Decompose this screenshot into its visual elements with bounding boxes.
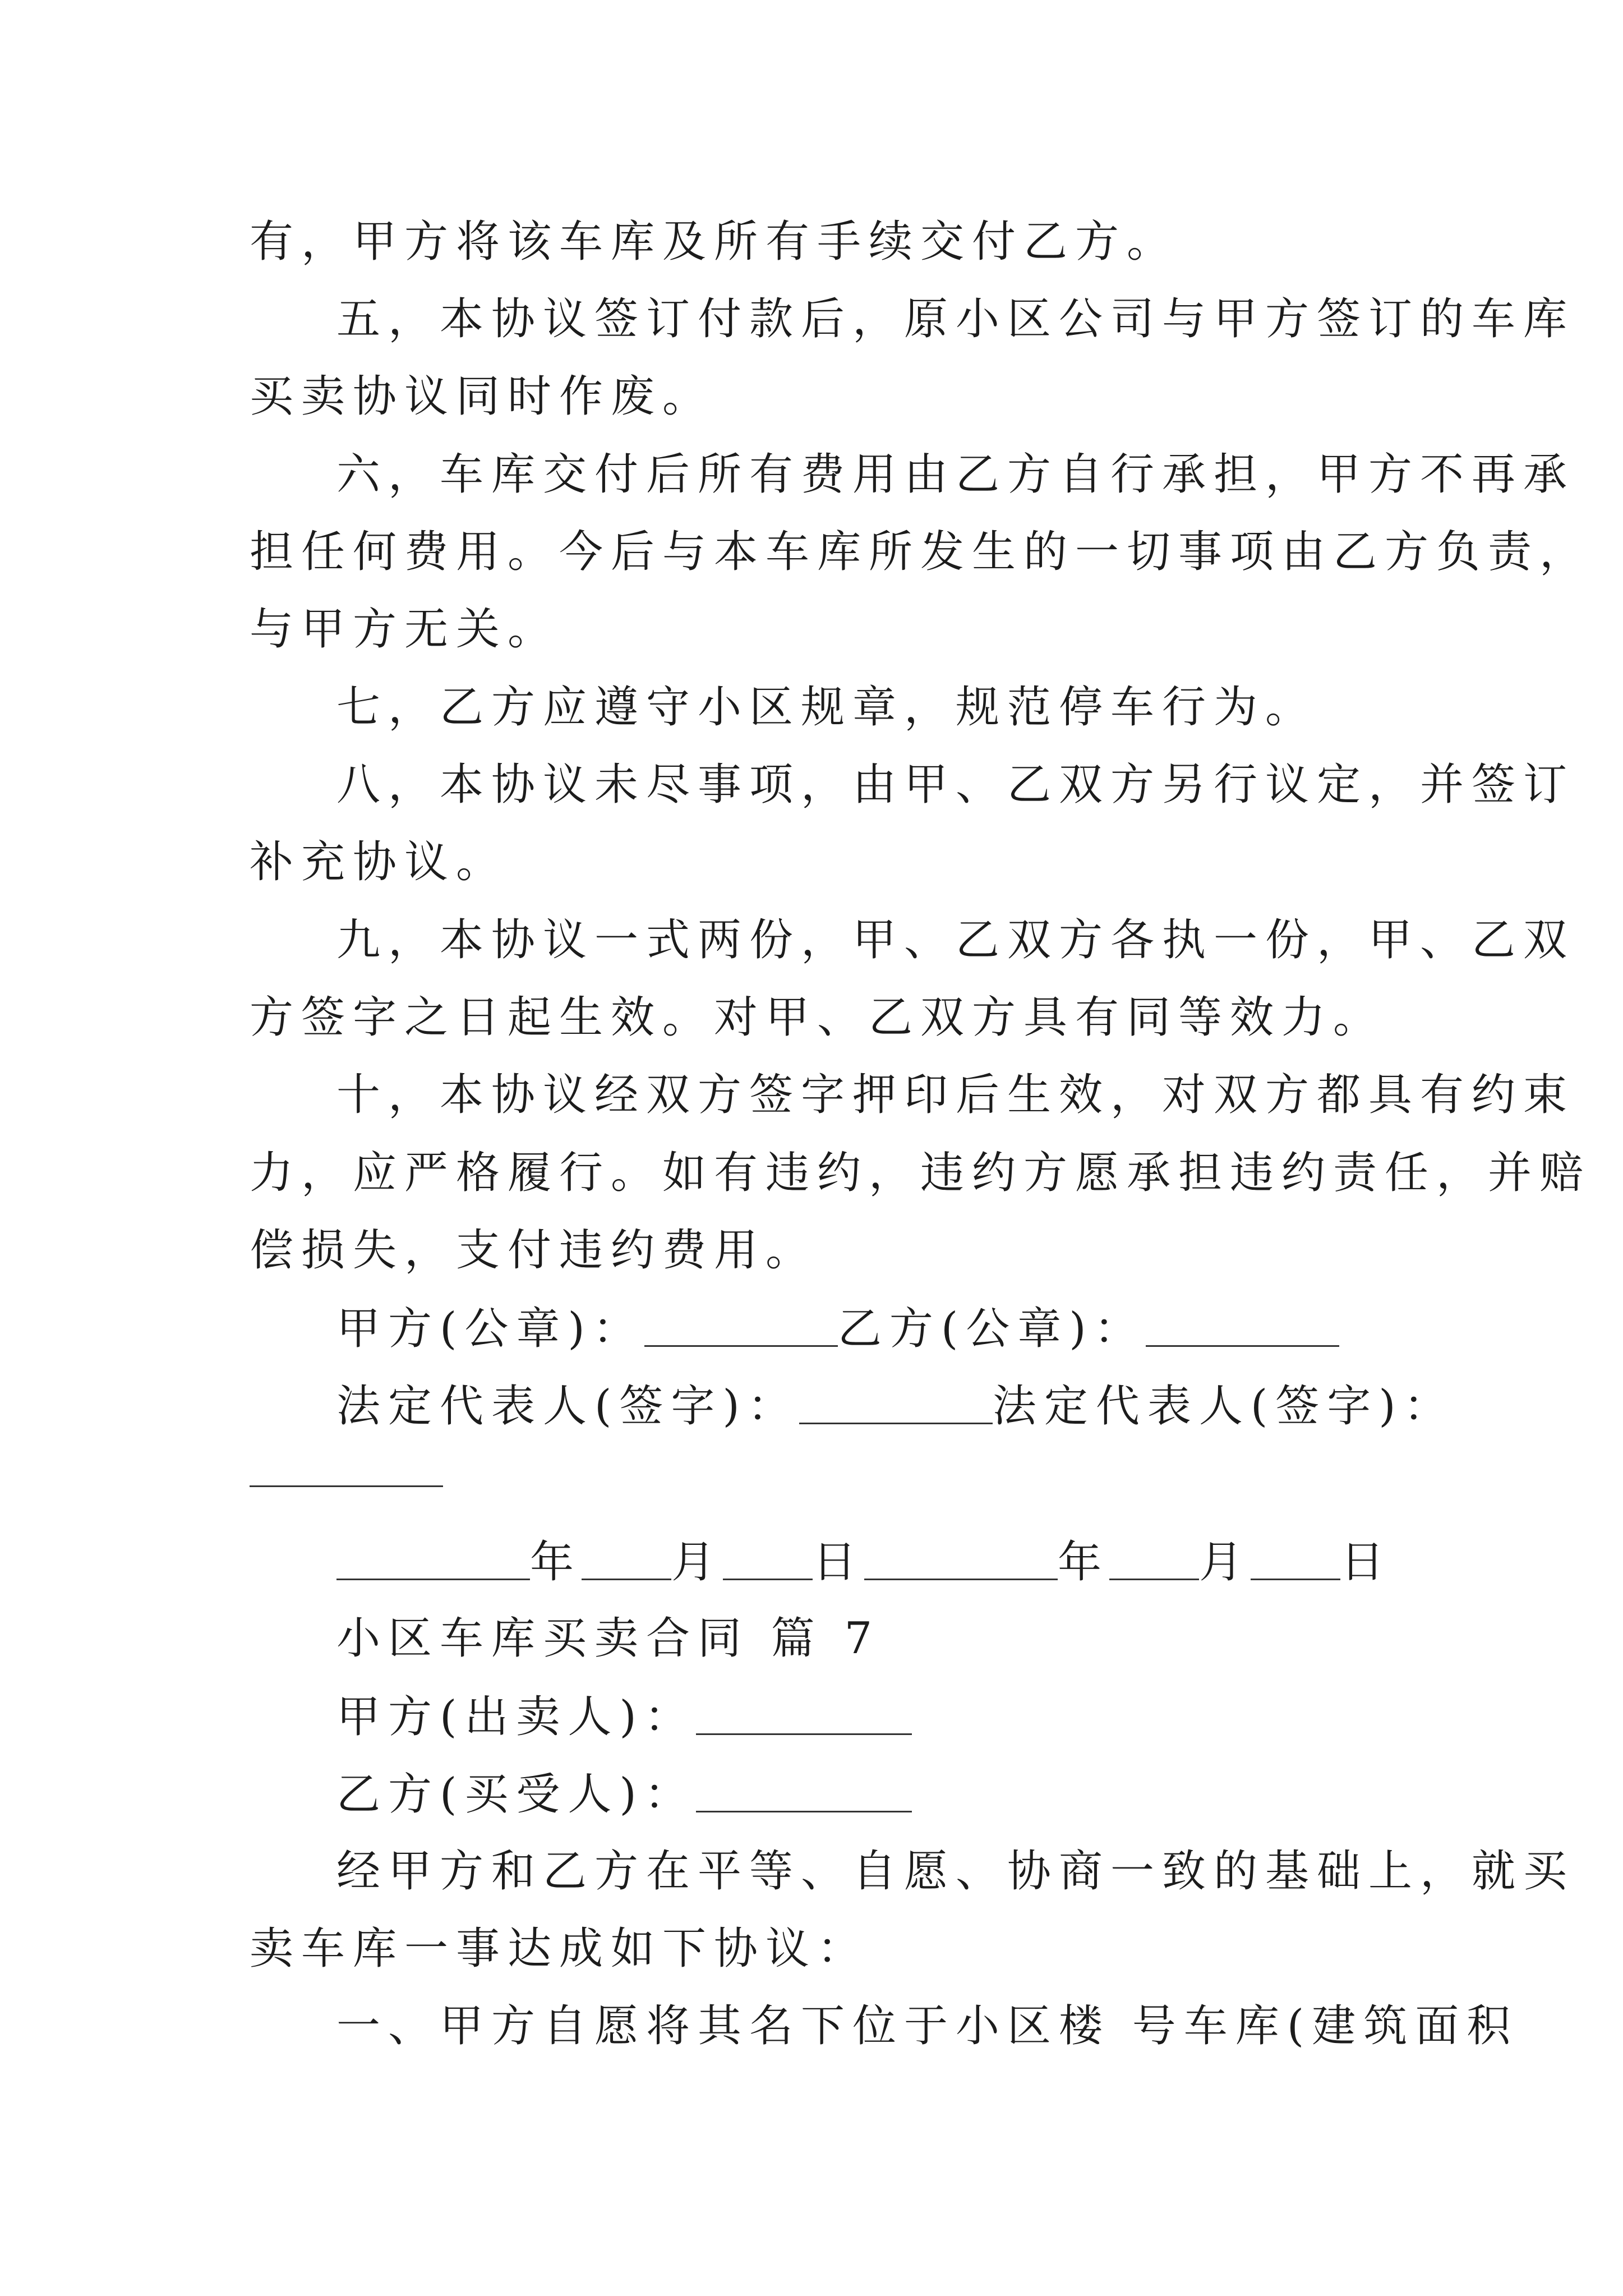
date-line bbox=[336, 1537, 1393, 1588]
month-b-label: 月 bbox=[1199, 1537, 1251, 1588]
text-line: 经甲方和乙方在平等、自愿、协商一致的基础上，就买 bbox=[336, 1846, 1575, 1897]
party-b-seal-blank bbox=[1146, 1306, 1339, 1347]
year-b-label: 年 bbox=[1058, 1537, 1110, 1588]
text-line: 力，应严格履行。如有违约，违约方愿承担违约责任，并赔 bbox=[250, 1148, 1592, 1198]
text-line: 卖车库一事达成如下协议： bbox=[250, 1924, 869, 1974]
text-line: 有，甲方将该车库及所有手续交付乙方。 bbox=[250, 217, 1179, 267]
buyer-label: 乙方(买受人)： bbox=[336, 1769, 696, 1820]
text-line: 补充协议。 bbox=[250, 837, 508, 887]
representative-line bbox=[336, 1381, 1455, 1432]
rep-a-label: 法定代表人(签字)： bbox=[336, 1381, 799, 1432]
seller-line bbox=[336, 1692, 912, 1742]
rep-a-blank bbox=[799, 1383, 993, 1424]
party-a-seal-label: 甲方(公章)： bbox=[336, 1304, 644, 1354]
text-line: 五，本协议签订付款后，原小区公司与甲方签订的车库 bbox=[336, 294, 1575, 344]
text-line: 方签字之日起生效。对甲、乙双方具有同等效力。 bbox=[250, 992, 1385, 1043]
rep-b-label: 法定代表人(签字)： bbox=[992, 1381, 1455, 1432]
year-a-blank bbox=[336, 1539, 530, 1580]
text-line: 七，乙方应遵守小区规章，规范停车行为。 bbox=[336, 682, 1317, 733]
text-line: 与甲方无关。 bbox=[250, 604, 560, 655]
text-line: 十，本协议经双方签字押印后生效，对双方都具有约束 bbox=[336, 1070, 1575, 1120]
year-a-label: 年 bbox=[530, 1537, 582, 1588]
day-a-label: 日 bbox=[813, 1537, 865, 1588]
month-a-blank bbox=[582, 1539, 671, 1580]
text-line: 八，本协议未尽事项，由甲、乙双方另行议定，并签订 bbox=[336, 760, 1575, 810]
party-a-seal-blank bbox=[644, 1306, 838, 1347]
buyer-line bbox=[336, 1769, 912, 1820]
month-a-label: 月 bbox=[671, 1537, 723, 1588]
seal-line bbox=[336, 1304, 1339, 1354]
text-line: 偿损失，支付违约费用。 bbox=[250, 1225, 818, 1276]
day-b-blank bbox=[1251, 1539, 1340, 1580]
text-line: 九，本协议一式两份，甲、乙双方各执一份，甲、乙双 bbox=[336, 915, 1575, 965]
text-line: 六，车库交付后所有费用由乙方自行承担，甲方不再承 bbox=[336, 449, 1575, 500]
month-b-blank bbox=[1109, 1539, 1199, 1580]
seller-label: 甲方(出卖人)： bbox=[336, 1692, 696, 1742]
day-b-label: 日 bbox=[1340, 1537, 1393, 1588]
seller-blank bbox=[696, 1694, 912, 1735]
text-line: 一、甲方自愿将其名下位于小区楼 号车库(建筑面积 bbox=[336, 2001, 1519, 2051]
year-b-blank bbox=[864, 1539, 1058, 1580]
day-a-blank bbox=[723, 1539, 813, 1580]
party-b-seal-label: 乙方(公章)： bbox=[837, 1304, 1146, 1354]
text-line: 担任何费用。今后与本车库所发生的一切事项由乙方负责， bbox=[250, 527, 1592, 577]
rep-b-blank bbox=[250, 1485, 443, 1487]
text-line: 买卖协议同时作废。 bbox=[250, 371, 714, 422]
section-title: 小区车库买卖合同 篇 7 bbox=[336, 1613, 880, 1664]
buyer-blank bbox=[696, 1772, 912, 1812]
